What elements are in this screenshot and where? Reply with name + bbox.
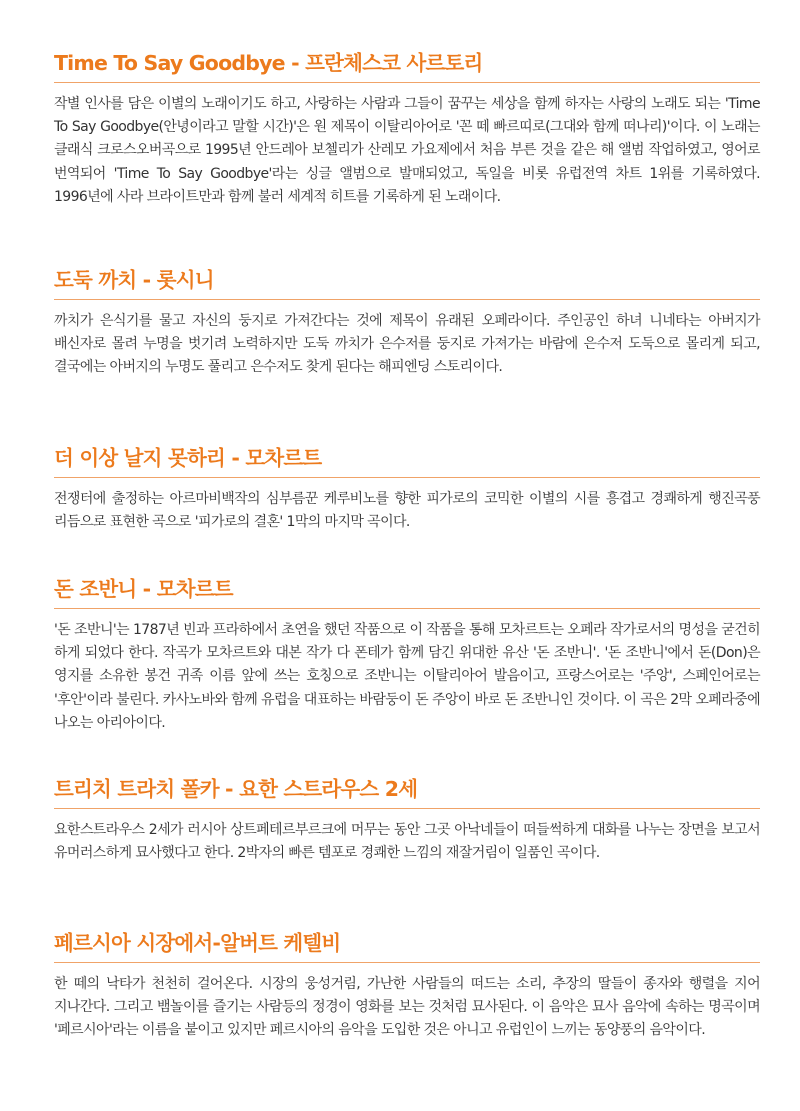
section-don-giovanni: [54, 574, 760, 735]
section-title: 페르시아 시장에서-알버트 케텔비: [54, 931, 341, 955]
section-divider: [54, 608, 760, 609]
section-divider: [54, 962, 760, 963]
section-body: 까치가 은식기를 물고 자신의 둥지로 가져간다는 것에 제목이 유래된 오페라이다. 주인공인 하녀 니네타는 아버지가 배신자로 몰려 누명을 벗기려 노력하지만 도둑 까치가 은수저를 둥지로 가져가는 바람에 은수저 도둑으로 몰리게 되고, 결국에는 아버지의 누명도 풀리고 은수저도 찾게 된다는 해피엔딩 스토리이다.: [54, 313, 760, 376]
section-body: 요한스트라우스 2세가 러시아 상트페테르부르크에 머무는 동안 그곳 아낙네들이 떠들썩하게 대화를 나누는 장면을 보고서 유머러스하게 묘사했다고 한다. 2박자의 빠른 템포로 경쾌한 느낌의 재잘거림이 일품인 곡이다.: [54, 822, 760, 862]
section-body: 작별 인사를 담은 이별의 노래이기도 하고, 사랑하는 사람과 그들이 꿈꾸는 세상을 함께 하자는 사랑의 노래도 되는 'Time To Say Goodbye(안녕이라고 말할 시간)'은 원 제목이 이탈리아어로 '꼰 떼 빠르띠로(그대와 함께 떠나리)'이다. 이 노래는 클래식 크로스오버곡으로 1995년 안드레아 보첼리가 산레모 가요제에서 처음 부른 것을 같은 해 앨범 작업하였고, 영어로 번역되어 'Time To Say Goodbye'라는 싱글 앨범으로 발매되었고, 독일을 비롯 유럽전역 차트 1위를 기록하였다. 1996년에 사라 브라이트만과 함께 불러 세계적 히트를 기록하게 된 노래이다.: [54, 96, 760, 205]
section-body: '돈 조반니'는 1787년 빈과 프라하에서 초연을 했던 작품으로 이 작품을 통해 모차르트는 오페라 작가로서의 명성을 굳건히 하게 되었다 한다. 작곡가 모차르트와 대본 작가 다 폰테가 함께 담긴 위대한 유산 '돈 조반니'. '돈 조반니'에서 돈(Don)은 영지를 소유한 봉건 귀족 이름 앞에 쓰는 호칭으로 조반니는 이탈리아어 발음이고, 프랑스어로는 '주앙', 스페인어로는 '후안'이라 불린다. 카사노바와 함께 유럽을 대표하는 바람둥이 돈 주앙이 바로 돈 조반니인 것이다. 이 곡은 2막 오페라중에 나오는 아리아이다.: [54, 622, 760, 731]
section-divider: [54, 808, 760, 809]
section-persian-market: [54, 928, 760, 1043]
section-divider: [54, 477, 760, 478]
section-time-to-say-goodbye: [54, 48, 760, 209]
section-body: 한 떼의 낙타가 천천히 걸어온다. 시장의 웅성거림, 가난한 사람들의 떠드는 소리, 추장의 딸들이 종자와 행렬을 지어 지나간다. 그리고 뱀놀이를 즐기는 사람등의 정경이 영화를 보는 것처럼 묘사된다. 이 음악은 묘사 음악에 속하는 명곡이며 '페르시아'라는 이름을 붙이고 있지만 페르시아의 음악을 도입한 것은 아니고 유럽인이 느끼는 동양풍의 음악이다.: [54, 976, 760, 1039]
section-divider: [54, 82, 760, 83]
section-title: Time To Say Goodbye - 프란체스코 사르토리: [54, 51, 483, 75]
section-body: 전쟁터에 출정하는 아르마비백작의 심부름꾼 케루비노를 향한 피가로의 코믹한 이별의 시를 흥겹고 경쾌하게 행진곡풍 리듬으로 표현한 곡으로 '피가로의 결혼' 1막의 마지막 곡이다.: [54, 491, 760, 531]
section-tritsch-tratsch-polka: [54, 774, 760, 865]
section-title: 더 이상 날지 못하리 - 모차르트: [54, 446, 322, 470]
section-title: 트리치 트라치 폴카 - 요한 스트라우스 2세: [54, 777, 418, 801]
section-title: 도둑 까치 - 롯시니: [54, 268, 214, 292]
section-title: 돈 조반니 - 모차르트: [54, 577, 233, 601]
section-divider: [54, 299, 760, 300]
section-non-piu-andrai: [54, 443, 760, 534]
section-thieving-magpie: [54, 265, 760, 380]
